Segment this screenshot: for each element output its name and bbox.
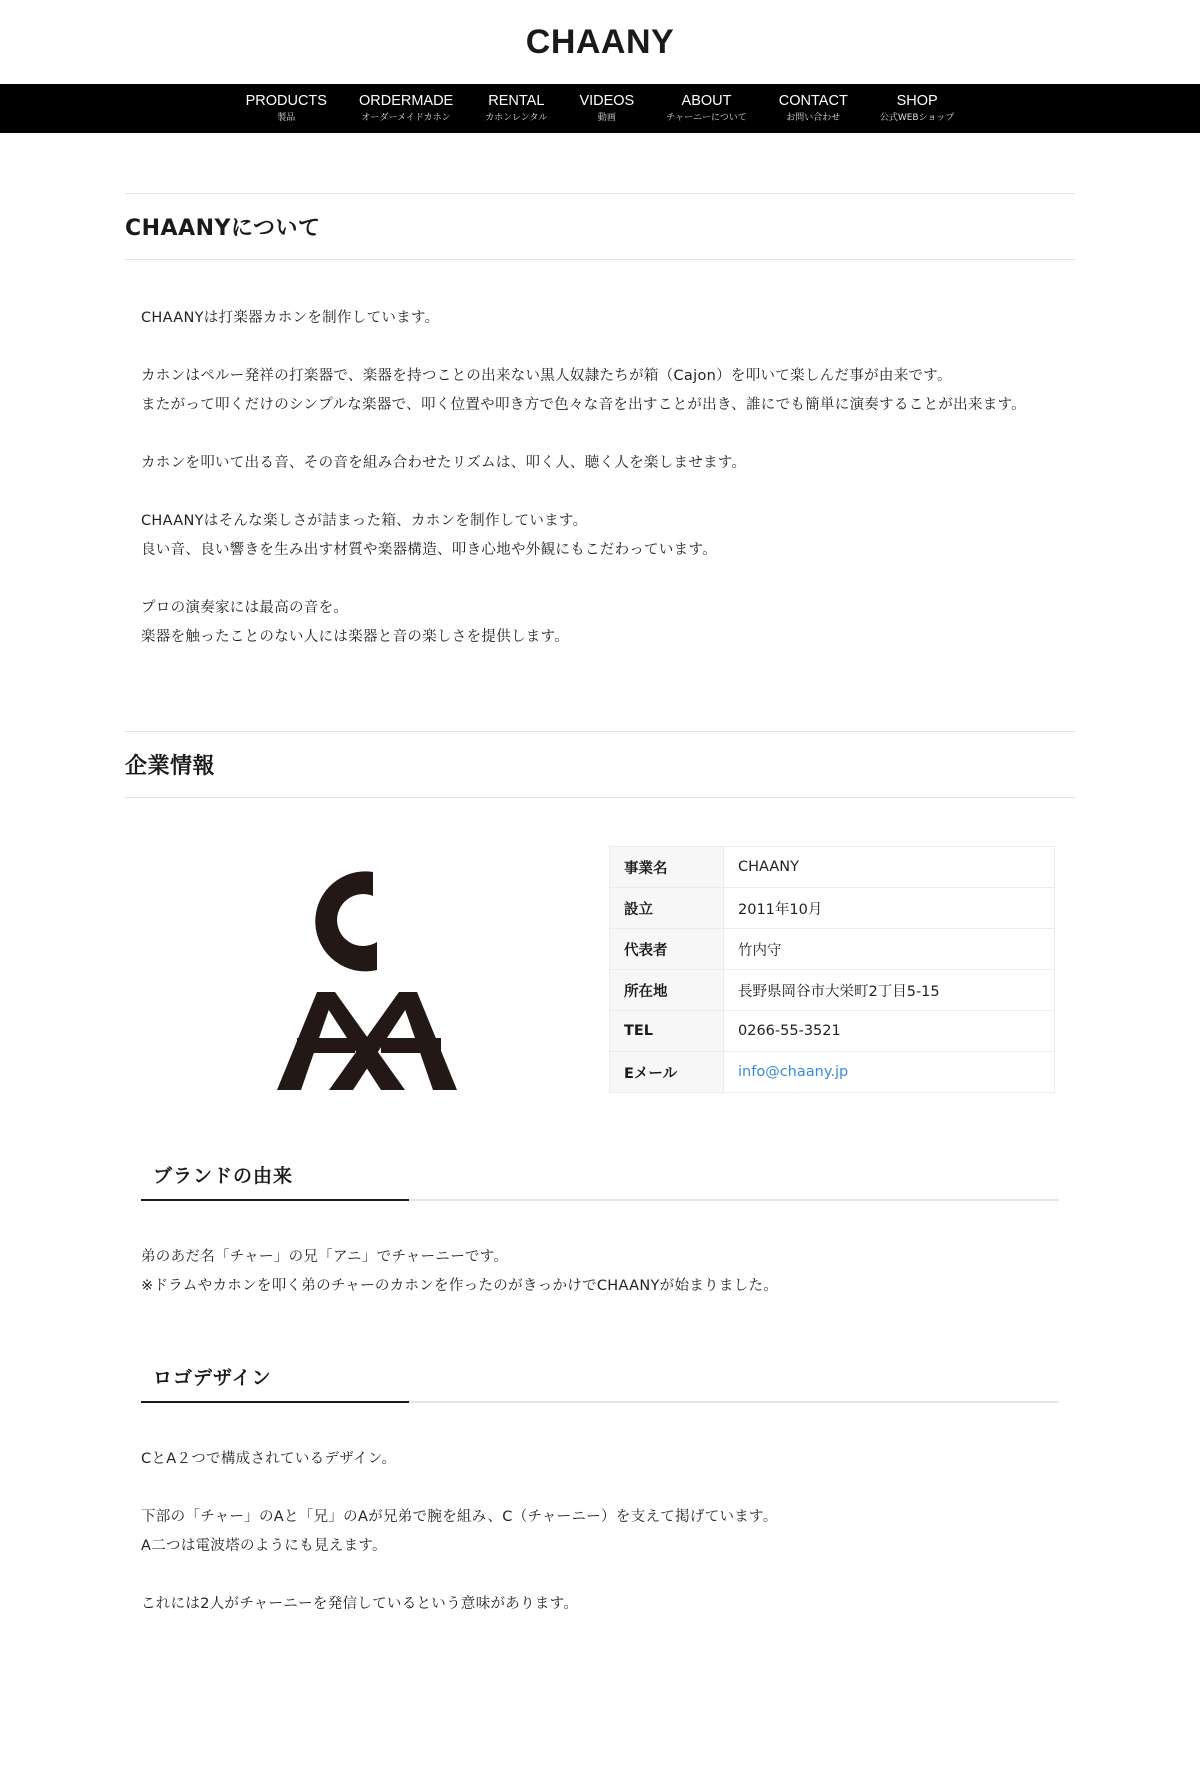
table-value: 2011年10月 bbox=[724, 888, 1055, 929]
about-section bbox=[125, 193, 1075, 652]
table-row bbox=[610, 1011, 1055, 1052]
brand-origin-body bbox=[141, 1243, 1059, 1301]
nav-item-ordermade[interactable] bbox=[343, 84, 469, 133]
table-value: 0266-55-3521 bbox=[724, 1011, 1055, 1052]
logo-design-paragraph: CとA２つで構成されているデザイン。 bbox=[141, 1451, 397, 1467]
about-title: CHAANYについて bbox=[125, 216, 321, 241]
nav-sublabel: オーダーメイドカホン bbox=[361, 113, 451, 123]
email-link[interactable]: info@chaany.jp bbox=[738, 1064, 849, 1080]
brand-origin-paragraph: 弟のあだ名「チャー」の兄「アニ」でチャーニーです。 ※ドラムやカホンを叩く弟のチャーのカホンを作ったのがきっかけでCHAANYが始まりました。 bbox=[141, 1249, 779, 1294]
nav-label: CONTACT bbox=[778, 93, 848, 109]
nav-item-about[interactable] bbox=[650, 84, 763, 133]
nav-sublabel: チャーニーについて bbox=[666, 113, 747, 123]
table-key: 代表者 bbox=[610, 929, 724, 970]
nav-sublabel: 製品 bbox=[277, 113, 296, 123]
chaany-logo-icon bbox=[277, 860, 457, 1090]
nav-label: SHOP bbox=[896, 93, 938, 109]
brand-origin-title: ブランドの由来 bbox=[153, 1164, 294, 1187]
site-logo[interactable]: CHAANY bbox=[525, 22, 675, 61]
brand-origin-heading bbox=[141, 1149, 1059, 1201]
logo-design-heading bbox=[141, 1351, 1059, 1403]
nav-item-contact[interactable] bbox=[763, 84, 864, 133]
table-value: 竹内守 bbox=[724, 929, 1055, 970]
nav-item-videos[interactable] bbox=[563, 84, 650, 133]
about-paragraph: プロの演奏家には最高の音を。 楽器を触ったことのない人には楽器と音の楽しさを提供します。 bbox=[141, 600, 570, 645]
logo-design-paragraph: これには2人がチャーニーを発信しているという意味があります。 bbox=[141, 1596, 579, 1612]
about-paragraph: カホンを叩いて出る音、その音を組み合わせたリズムは、叩く人、聴く人を楽しませます。 bbox=[141, 455, 747, 471]
brand-origin-section bbox=[141, 1149, 1059, 1301]
company-info-table bbox=[609, 846, 1055, 1093]
table-key: 所在地 bbox=[610, 970, 724, 1011]
nav-item-shop[interactable] bbox=[864, 84, 971, 133]
nav-sublabel: 動画 bbox=[597, 113, 616, 123]
table-key: 事業名 bbox=[610, 847, 724, 888]
about-paragraph: CHAANYは打楽器カホンを制作しています。 bbox=[141, 310, 440, 326]
table-key: TEL bbox=[610, 1011, 724, 1052]
table-row bbox=[610, 929, 1055, 970]
nav-label: RENTAL bbox=[488, 93, 545, 109]
global-nav bbox=[0, 84, 1200, 133]
about-paragraph: CHAANYはそんな楽しさが詰まった箱、カホンを制作しています。 良い音、良い響きを生み出す材質や楽器構造、叩き心地や外観にもこだわっています。 bbox=[141, 513, 717, 558]
brand-logo-area bbox=[125, 846, 609, 1093]
table-value: 長野県岡谷市大栄町2丁目5-15 bbox=[724, 970, 1055, 1011]
nav-label: ABOUT bbox=[681, 93, 732, 109]
site-header bbox=[0, 0, 1200, 84]
nav-item-products[interactable] bbox=[230, 84, 343, 133]
logo-design-paragraph: 下部の「チャー」のAと「兄」のAが兄弟で腕を組み、C（チャーニー）を支えて掲げています。 A二つは電波塔のようにも見えます。 bbox=[141, 1509, 778, 1554]
company-info-row bbox=[125, 846, 1075, 1093]
nav-label: VIDEOS bbox=[579, 93, 635, 109]
nav-sublabel: お問い合わせ bbox=[786, 113, 841, 123]
nav-sublabel: 公式WEBショップ bbox=[879, 113, 955, 123]
nav-label: PRODUCTS bbox=[245, 93, 327, 109]
company-section bbox=[125, 731, 1075, 1093]
table-value bbox=[724, 1052, 1055, 1093]
table-row bbox=[610, 888, 1055, 929]
company-heading bbox=[125, 731, 1075, 798]
about-body bbox=[125, 304, 1075, 652]
about-heading bbox=[125, 193, 1075, 260]
table-value: CHAANY bbox=[724, 847, 1055, 888]
nav-sublabel: カホンレンタル bbox=[485, 113, 548, 123]
company-title: 企業情報 bbox=[125, 754, 216, 779]
about-paragraph: カホンはペルー発祥の打楽器で、楽器を持つことの出来ない黒人奴隷たちが箱（Cajon）を叩いて楽しんだ事が由来です。 またがって叩くだけのシンプルな楽器で、叩く位置や叩き方で色々な音を出すことが出き、誰にでも簡単に演奏することが出来ます。 bbox=[141, 368, 1027, 413]
nav-item-rental[interactable] bbox=[469, 84, 563, 133]
main-content bbox=[125, 193, 1075, 1619]
table-row bbox=[610, 1052, 1055, 1093]
logo-design-body bbox=[141, 1445, 1059, 1619]
table-row bbox=[610, 970, 1055, 1011]
logo-design-section bbox=[141, 1351, 1059, 1619]
table-key: Eメール bbox=[610, 1052, 724, 1093]
table-row bbox=[610, 847, 1055, 888]
logo-design-title: ロゴデザイン bbox=[153, 1366, 272, 1389]
table-key: 設立 bbox=[610, 888, 724, 929]
nav-label: ORDERMADE bbox=[358, 93, 454, 109]
